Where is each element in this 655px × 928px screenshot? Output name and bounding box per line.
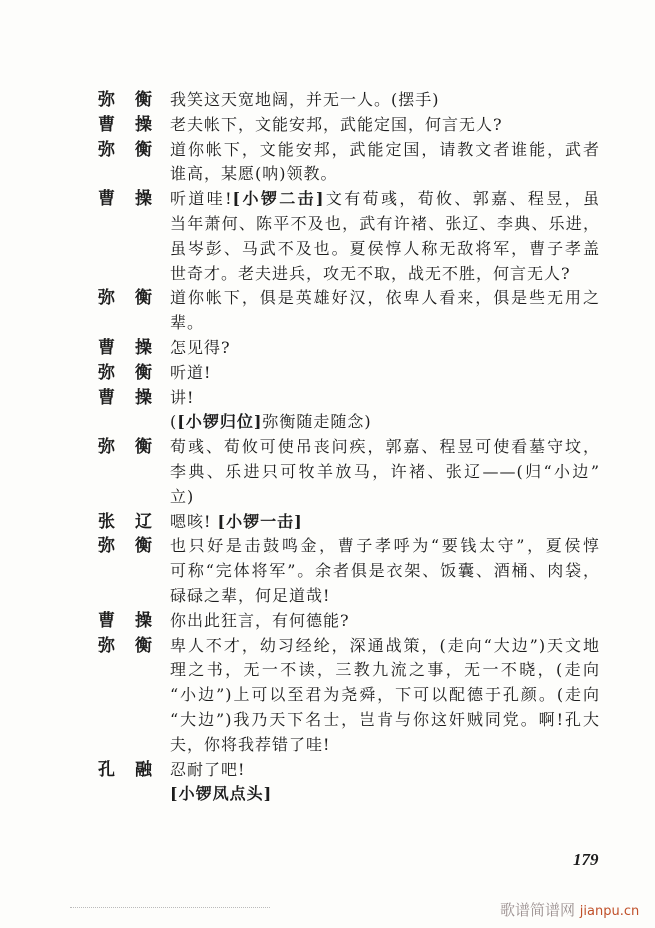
dialogue-line xyxy=(98,534,608,559)
speaker-name: 弥衡 xyxy=(98,139,172,160)
dialogue-line xyxy=(98,361,608,386)
text-segment: ( xyxy=(170,412,178,432)
text-segment: 听道哇! xyxy=(170,189,233,209)
text-segment: 弥衡随走随念) xyxy=(262,412,372,432)
speaker-name: 弥衡 xyxy=(98,437,172,458)
line-text xyxy=(170,559,600,584)
line-text xyxy=(170,733,600,758)
text-segment: 道你帐下，文能安邦，武能定国，请教文者谁能，武者 xyxy=(170,139,600,159)
line-text xyxy=(170,361,600,386)
dialogue-line xyxy=(98,782,608,807)
speaker-name: 曹操 xyxy=(98,610,172,631)
speaker-name: 弥衡 xyxy=(98,635,172,656)
text-segment: 当年萧何、陈平不及也，武有许褚、张辽、李典、乐进， xyxy=(170,213,600,233)
line-text xyxy=(170,758,600,783)
stage-cue: [小锣二击] xyxy=(232,189,325,209)
dialogue-line xyxy=(98,262,608,287)
dialogue-line xyxy=(98,485,608,510)
text-segment: 夫，你将我荐错了哇! xyxy=(170,734,331,754)
line-text xyxy=(170,113,600,138)
line-text xyxy=(170,311,600,336)
text-segment: 你出此狂言，有何德能? xyxy=(170,610,350,630)
dialogue-line xyxy=(98,336,608,361)
text-segment: 理之书，无一不读，三教九流之事，无一不晓，(走向 xyxy=(170,660,600,680)
stage-cue: [小锣凤点头] xyxy=(170,784,273,804)
stage-cue: [小锣归位] xyxy=(177,412,263,432)
text-segment: 老夫帐下，文能安邦，武能定国，何言无人? xyxy=(170,114,503,134)
line-text xyxy=(170,336,600,361)
speaker-name: 曹操 xyxy=(98,189,172,210)
text-segment: 谁高，某愿(呐)领教。 xyxy=(170,164,338,184)
text-segment: 荀彧、荀攸可使吊丧问疾，郭嘉、程昱可使看墓守坟， xyxy=(170,437,600,457)
dialogue-line xyxy=(98,758,608,783)
speaker-name: 弥衡 xyxy=(98,90,172,110)
text-segment: 道你帐下，俱是英雄好汉，依卑人看来，俱是些无用之 xyxy=(170,288,600,308)
dialogue-line xyxy=(98,559,608,584)
speaker-name: 曹操 xyxy=(98,114,172,135)
line-text xyxy=(170,634,600,659)
line-text xyxy=(170,658,600,683)
dialogue-line xyxy=(98,187,608,212)
line-text xyxy=(170,88,600,113)
dialogue-line xyxy=(98,386,608,411)
dialogue-line xyxy=(98,733,608,758)
dialogue-line xyxy=(98,708,608,733)
speaker-name: 孔融 xyxy=(98,759,172,780)
text-segment: 嗯咳! xyxy=(170,511,218,531)
line-text xyxy=(170,609,600,634)
line-text xyxy=(170,286,600,311)
text-segment: 我笑这天宽地阔，并无一人。(摆手) xyxy=(170,90,440,109)
speaker-name: 弥衡 xyxy=(98,288,172,309)
stage-cue: [小锣一击] xyxy=(217,511,303,531)
dialogue-line xyxy=(98,609,608,634)
text-segment: “大边”)我乃天下名士，岂肯与你这奸贼同党。啊!孔大 xyxy=(170,709,600,729)
dialogue-line xyxy=(98,212,608,237)
line-text xyxy=(170,212,600,237)
dialogue-line xyxy=(98,162,608,187)
dialogue-line xyxy=(98,410,608,435)
line-text xyxy=(170,162,600,187)
dialogue-line xyxy=(98,113,608,138)
line-text xyxy=(170,708,600,733)
line-text xyxy=(170,237,600,262)
dialogue-line xyxy=(98,460,608,485)
line-text xyxy=(170,782,600,807)
line-text xyxy=(170,435,600,460)
dialogue-line xyxy=(98,435,608,460)
dialogue-line xyxy=(98,88,608,113)
text-segment: 辈。 xyxy=(170,313,205,333)
text-segment: 虽岑彭、马武不及也。夏侯惇人称无敌将军，曹子孝盖 xyxy=(170,238,600,258)
text-segment: 世奇才。老夫进兵，攻无不取，战无不胜，何言无人? xyxy=(170,263,571,283)
watermark-cn: 歌谱简谱网 xyxy=(500,901,576,919)
text-segment: 讲! xyxy=(170,387,195,407)
text-segment: 李典、乐进只可牧羊放马，许褚、张辽——(归“小边” xyxy=(170,461,600,481)
text-segment: 卑人不才，幼习经纶，深通战策，(走向“大边”)天文地 xyxy=(170,635,600,655)
watermark xyxy=(500,899,639,920)
text-segment: 立) xyxy=(170,486,195,506)
line-text xyxy=(170,510,600,535)
text-segment: 碌碌之辈，何足道哉! xyxy=(170,585,331,605)
speaker-name: 张辽 xyxy=(98,511,172,532)
script-dialogue xyxy=(98,88,608,807)
dialogue-line xyxy=(98,138,608,163)
line-text xyxy=(170,262,600,287)
line-text xyxy=(170,683,600,708)
line-text xyxy=(170,584,600,609)
line-text xyxy=(170,386,600,411)
text-segment: 文有荀彧，荀攸、郭嘉、程昱，虽 xyxy=(324,189,600,209)
speaker-name: 曹操 xyxy=(98,337,172,358)
dialogue-line xyxy=(98,510,608,535)
text-segment: 可称“完体将军”。余者俱是衣架、饭囊、酒桶、肉袋， xyxy=(170,561,600,581)
line-text xyxy=(170,534,600,559)
scan-artifact xyxy=(70,907,270,910)
dialogue-line xyxy=(98,658,608,683)
dialogue-line xyxy=(98,683,608,708)
speaker-name: 曹操 xyxy=(98,387,172,408)
line-text xyxy=(170,187,600,212)
text-segment: 也只好是击鼓鸣金，曹子孝呼为“要钱太守”，夏侯惇 xyxy=(170,536,600,556)
text-segment: “小边”)上可以至君为尧舜，下可以配德于孔颜。(走向 xyxy=(170,685,600,705)
dialogue-line xyxy=(98,634,608,659)
line-text xyxy=(170,485,600,510)
line-text xyxy=(170,138,600,163)
page-number: 179 xyxy=(573,850,599,869)
dialogue-line xyxy=(98,237,608,262)
text-segment: 怎见得? xyxy=(170,337,231,357)
dialogue-line xyxy=(98,584,608,609)
dialogue-line xyxy=(98,286,608,311)
text-segment: 忍耐了吧! xyxy=(170,759,246,779)
line-text xyxy=(170,410,600,435)
line-text xyxy=(170,460,600,485)
watermark-en: jianpu.cn xyxy=(579,904,640,919)
text-segment: 听道! xyxy=(170,362,212,382)
speaker-name: 弥衡 xyxy=(98,536,172,557)
speaker-name: 弥衡 xyxy=(98,362,172,383)
dialogue-line xyxy=(98,311,608,336)
